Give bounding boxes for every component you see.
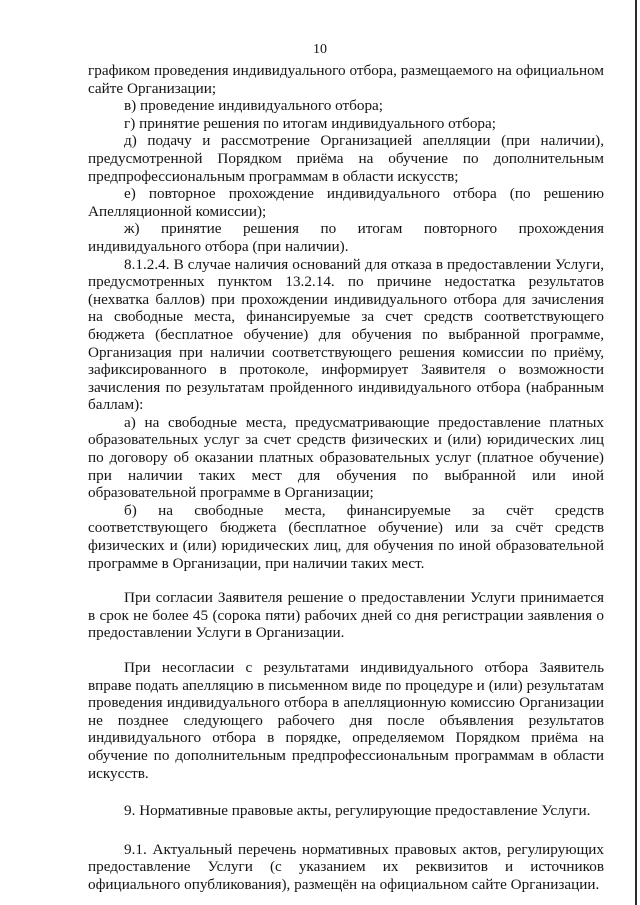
- paragraph-continuation: графиком проведения индивидуального отбора, размещаемого на официальном сайте Организации;: [88, 62, 604, 97]
- list-item-zh: ж) принятие решения по итогам повторного прохождения индивидуального отбора (при наличии).: [88, 220, 604, 255]
- clause-9-1: 9.1. Актуальный перечень нормативных правовых актов, регулирующих предоставление Услуги (с указанием их реквизитов и источников официального опубликования), размещён на официальном сайте Организации.: [88, 840, 604, 893]
- scan-edge-line: [635, 0, 637, 905]
- paragraph-appeal: При несогласии с результатами индивидуального отбора Заявитель вправе подать апелляцию в письменном виде по процедуре и (или) результатам проведения индивидуального отбора в апелляционную комиссию Организации не позднее следующего рабочего дня после объявления результатов индивидуального отбора в порядке, определяемом Порядком приёма на обучение по дополнительным предпрофессиональным программам в области искусств.: [88, 659, 604, 782]
- list-item-e: е) повторное прохождение индивидуального отбора (по решению Апелляционной комиссии);: [88, 185, 604, 220]
- document-body: [88, 62, 604, 894]
- paragraph-consent: При согласии Заявителя решение о предоставлении Услуги принимается в срок не более 45 (сорока пяти) рабочих дней со дня регистрации заявления о предоставлении Услуги в Организации.: [88, 589, 604, 642]
- option-b: б) на свободные места, финансируемые за счёт средств соответствующего бюджета (бесплатное обучение) или за счёт средств физических и (или) юридических лиц, для обучения по иной образовательной программе в Организации, при наличии таких мест.: [88, 501, 604, 572]
- list-item-g: г) принятие решения по итогам индивидуального отбора;: [124, 114, 496, 132]
- clause-8-1-2-4: 8.1.2.4. В случае наличия оснований для отказа в предоставлении Услуги, предусмотренных пунктом 13.2.14. по причине недостатка результатов (нехватка баллов) при прохождении индивидуального отбора для зачисления на свободные места, финансируемые за счет средств соответствующего бюджета (бесплатное обучение) для обучения по выбранной программе, Организация при наличии соответствующего решения комиссии по приёму, зафиксированного в протоколе, информирует Заявителя о возможности зачисления по результатам пройденного индивидуального отбора (набранным баллам):: [88, 255, 604, 414]
- section-heading-9: 9. Нормативные правовые акты, регулирующие предоставление Услуги.: [124, 802, 591, 820]
- list-item-v: в) проведение индивидуального отбора;: [124, 97, 384, 115]
- list-item-d: д) подачу и рассмотрение Организацией апелляции (при наличии), предусмотренной Порядком приёма на обучение по дополнительным предпрофессиональным программам в области искусств;: [88, 132, 604, 185]
- page-number: 10: [313, 42, 327, 57]
- option-a: а) на свободные места, предусматривающие предоставление платных образовательных услуг за счет средств физических и (или) юридических лиц по договору об оказании платных образовательных услуг (платное обучение) при наличии таких мест для обучения по выбранной или иной образовательной программе в Организации;: [88, 413, 604, 502]
